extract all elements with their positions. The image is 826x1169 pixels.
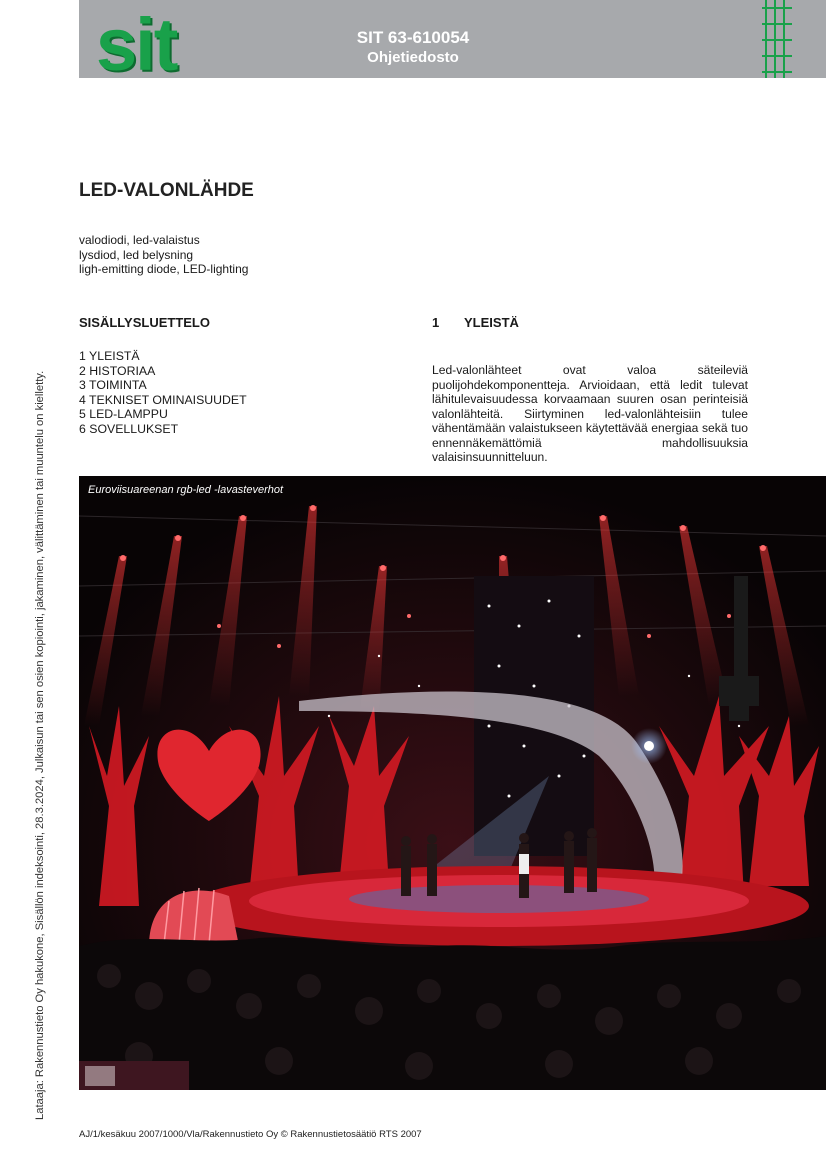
footer-text: AJ/1/kesäkuu 2007/1000/Vla/Rakennustieto Oy © Rakennustietosäätiö RTS 2007	[79, 1129, 422, 1140]
section-heading	[432, 315, 519, 330]
section-title: YLEISTÄ	[464, 315, 519, 330]
keyword-fi: valodiodi, led-valaistus	[79, 233, 200, 247]
rt-logo-icon	[762, 0, 792, 78]
page-title: LED-VALONLÄHDE	[79, 180, 254, 201]
toc-item: 5 LED-LAMPPU	[79, 407, 168, 421]
document-number: SIT 63-610054	[356, 28, 470, 47]
keyword-sv: lysdiod, led belysning	[79, 247, 194, 262]
document-type: Ohjetiedosto	[367, 49, 459, 66]
keywords	[79, 233, 248, 277]
side-copyright-note: Lataaja: Rakennustieto Oy hakukone, Sisällön indeksointi, 28.3.2024, Julkaisun tai sen osien kopiointi, jakaminen, välittäminen tai muuntelu on kielletty.	[34, 370, 46, 1120]
toc-list	[79, 349, 247, 436]
toc-item: 3 TOIMINTA	[79, 378, 147, 392]
toc-item: 1 YLEISTÄ	[79, 349, 140, 363]
stage-photo	[79, 476, 826, 1090]
document-code	[300, 28, 526, 68]
toc-item: 2 HISTORIAA	[79, 363, 156, 378]
section-number: 1	[432, 315, 440, 330]
toc-item: 4 TEKNISET OMINAISUUDET	[79, 392, 247, 407]
toc-item: 6 SOVELLUKSET	[79, 421, 179, 436]
stage-photo-image	[79, 476, 826, 1090]
toc-heading: SISÄLLYSLUETTELO	[79, 315, 210, 330]
sit-logo: sit	[96, 3, 177, 86]
section-body: Led-valonlähteet ovat valoa säteileviä puolijohdekomponentteja. Arvioidaan, että ledit tulevat lähitulevaisuudessa korvaamaan suuren osan perinteisiä valonlähteitä. Siirtyminen led-valonlähteisiin tulee vähentämään valaistukseen käytettävää energiaa sekä tuo ennennäkemättömiä mahdollisuuksia valaisinsuunnitteluun.	[432, 363, 748, 464]
keyword-en: ligh-emitting diode, LED-lighting	[79, 262, 249, 276]
photo-caption: Euroviisuareenan rgb-led -lavasteverhot	[88, 484, 284, 496]
